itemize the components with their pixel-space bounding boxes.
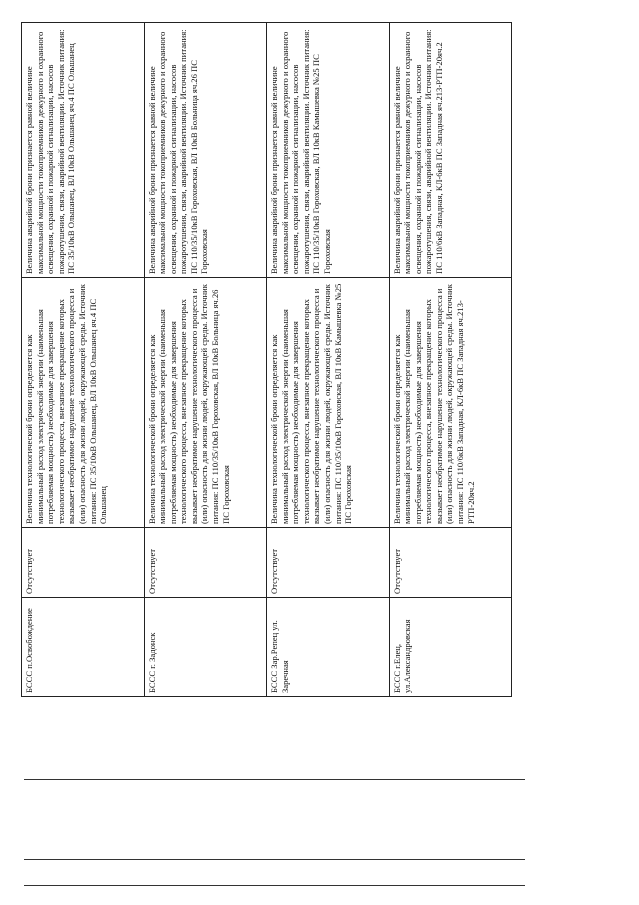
emergency-reserve-cell: Величина аварийной брони признается равной величине максимальной мощности токоприемников дежурного и охранного освещения, охранной и пожарной сигнализации, насосов пожаротушения, связи, аварийной вентиляции. Источник питания: ПС 110/35/10кВ Гороховская, ВЛ 10кВ Больница яч.26 ПС Гороховская [144, 23, 267, 278]
object-name-cell: БССС п.Освобождение [22, 598, 145, 697]
emergency-reserve-cell: Величина аварийной брони признается равной величине максимальной мощности токоприемников дежурного и охранного освещения, охранной и пожарной сигнализации, насосов пожаротушения, связи, аварийной вентиляции. Источник питания: ПС 110/6кВ Западная, КЛ-6кВ ПС Западная яч.213-РТП-20яч.2 [389, 23, 512, 278]
table-row [22, 23, 145, 697]
table-row [389, 23, 512, 697]
divider-line [24, 859, 525, 860]
tech-reserve-cell: Величина технологической брони определяется как минимальный расход электрической энергии (наименьшая потребляемая мощность) необходимые для завершения технологического процесса, внезапное прекращение которых вызывает необратимое нарушение технологического процесса и (или) опасность для жизни людей, окружающей среды. Источник питания: ПС 110/35/10кВ Гороховская, ВЛ 10кВ Камышевка №25 ПС Гороховская [267, 278, 390, 528]
status-cell: Отсутствует [144, 528, 267, 598]
status-cell: Отсутствует [22, 528, 145, 598]
object-name-cell: БССС г.Елец, ул.Александровская [389, 598, 512, 697]
object-name-cell: БССС Зар.Репец ул. Заречная [267, 598, 390, 697]
table-row [144, 23, 267, 697]
tech-reserve-cell: Величина технологической брони определяется как минимальный расход электрической энергии (наименьшая потребляемая мощность) необходимые для завершения технологического процесса, внезапное прекращение которых вызывает необратимое нарушение технологического процесса и (или) опасность для жизни людей, окружающей среды. Источник питания: ПС 110/35/10кВ Гороховская, ВЛ 10кВ Больница яч.26 ПС Гороховская [144, 278, 267, 528]
status-cell: Отсутствует [389, 528, 512, 598]
tech-reserve-cell: Величина технологической брони определяется как минимальный расход электрической энергии (наименьшая потребляемая мощность) необходимые для завершения технологического процесса, внезапное прекращение которых вызывает необратимое нарушение технологического процесса и (или) опасность для жизни людей, окружающей среды. Источник питания: ПС 35/10кВ Ольшанец, ВЛ 10кВ Ольшанец яч.4 ПС Ольшанец [22, 278, 145, 528]
status-cell: Отсутствует [267, 528, 390, 598]
divider-line [24, 779, 525, 780]
emergency-reserve-cell: Величина аварийной брони признается равной величине максимальной мощности токоприемников дежурного и охранного освещения, охранной и пожарной сигнализации, насосов пожаротушения, связи, аварийной вентиляции. Источник питания: ПС 35/10кВ Ольшанец, ВЛ 10кВ Ольшанец яч.4 ПС Ольшанец [22, 23, 145, 278]
rotated-table-container [21, 23, 511, 697]
divider-line [24, 885, 525, 886]
tech-reserve-cell: Величина технологической брони определяется как минимальный расход электрической энергии (наименьшая потребляемая мощность) необходимые для завершения технологического процесса, внезапное прекращение которых вызывает необратимое нарушение технологического процесса и (или) опасность для жизни людей, окружающей среды. Источник питания: ПС 110/6кВ Западная, КЛ-6кВ ПС Западная яч.213-РТП-20яч.2 [389, 278, 512, 528]
emergency-reserve-cell: Величина аварийной брони признается равной величине максимальной мощности токоприемников дежурного и охранного освещения, охранной и пожарной сигнализации, насосов пожаротушения, связи, аварийной вентиляции. Источник питания: ПС 110/35/10кВ Гороховская, ВЛ 10кВ Камышевка №25 ПС Гороховская [267, 23, 390, 278]
reserve-table [21, 22, 512, 697]
table-row [267, 23, 390, 697]
object-name-cell: БССС г. Задонск [144, 598, 267, 697]
